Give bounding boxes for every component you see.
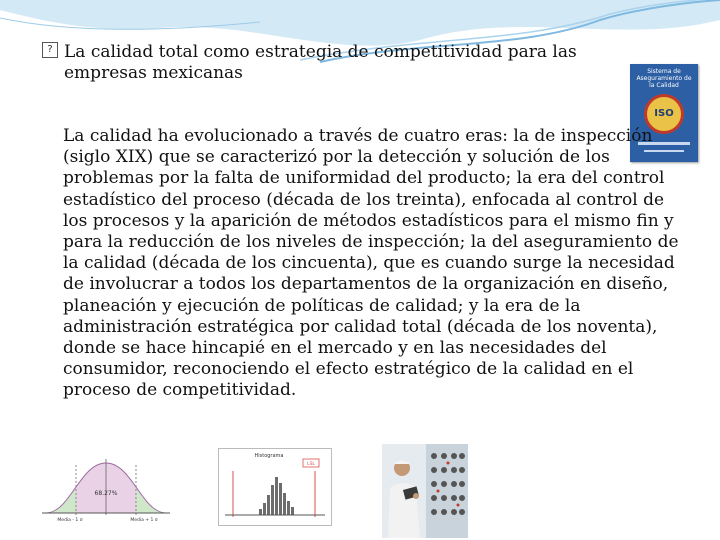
slide-heading xyxy=(46,42,646,84)
slide-body: La calidad ha evolucionado a través de cuatro eras: la de inspección (siglo XIX) que se caracterizó por la detección y solución de los problemas por la falta de uniformidad del producto; la era del control estadístico del proceso (década de los treinta), enfocada al control de los procesos y la aparición de métodos estadísticos para el mismo fin y para la reducción de los niveles de inspección; la del aseguramiento de la calidad (década de los cincuenta), que es cuando surge la necesidad de involucrar a todos los departamentos de la organización en diseño, planeación y ejecución de políticas de calidad; y la era de la administración estratégica por calidad total (década de los noventa), donde se hace hincapié en el mercado y en las necesidades del consumidor, reconociendo el efecto estratégico de la calidad en el proceso de competitividad. xyxy=(63,126,679,401)
bullet-icon: ? xyxy=(42,42,58,58)
book-title: Sistema de Aseguramiento de la Calidad xyxy=(636,68,692,89)
book-badge-text: ISO xyxy=(654,108,674,119)
histogram-title: Histograma xyxy=(254,453,284,459)
bell-right-label: Media + 1 σ xyxy=(130,518,158,523)
bell-center-label: 68.27% xyxy=(94,490,118,497)
heading-text: La calidad total como estrategia de competitividad para las empresas mexicanas xyxy=(64,42,577,83)
bell-curve-image xyxy=(40,455,172,523)
operator-photo xyxy=(382,444,468,538)
histogram-spec-label: LSL xyxy=(307,462,315,467)
bell-left-label: Media - 1 σ xyxy=(57,518,83,523)
histogram-image xyxy=(218,448,332,526)
